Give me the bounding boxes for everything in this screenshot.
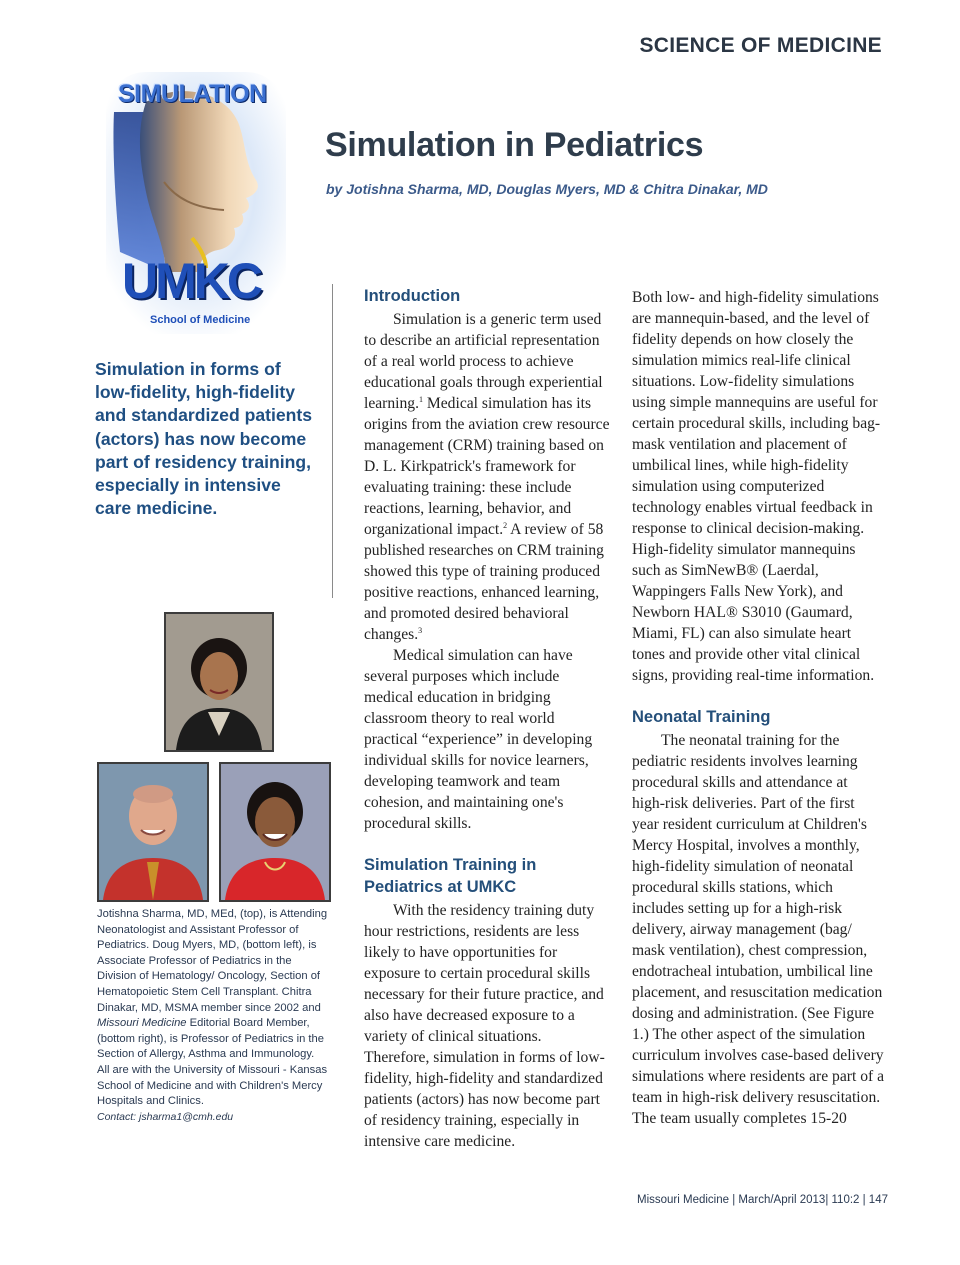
neonatal-paragraph-1: The neonatal training for the pediatric residents involves learning procedural skills and attendance at high-risk deliveries. Part of the first year resident curriculum at Children's Mercy Hospital, involves a monthly, high-fidelity simulation of neonatal procedural skills stations, which includes setting up for a high-risk delivery, airway management (bag/ mask ventilation), chest compression, endotracheal intubation, umbilical line placement, and resuscitation medication dosing and administration. (See Figure 1.) The other aspect of the simulation curriculum involves case-based delivery simulations where residents are part of a team in high-risk delivery resuscitation. The team usually completes 15-20 (632, 732, 885, 1127)
column-divider (332, 284, 333, 598)
heading-introduction: Introduction (364, 287, 461, 305)
author-photo-myers (97, 762, 209, 902)
section-label: SCIENCE OF MEDICINE (639, 34, 882, 57)
article-title: Simulation in Pediatrics (325, 126, 704, 164)
simulation-umkc-logo (106, 72, 286, 334)
intro-text-b: Medical simulation has its origins from the aviation crew resource management (CRM) training based on D. L. Kirkpatrick's framework for evaluating training: these include reactions, learning, behavior, and organizational impact. (364, 395, 610, 538)
caption-text-1: Jotishna Sharma, MD, MEd, (top), is Attending Neonatologist and Assistant Professor of Pediatrics. Doug Myers, MD, (bottom left), is Associate Professor of Pediatrics in the Division of Hematology/ Oncology, Section of Hematopoietic Stem Cell Transplant. Chitra Dinakar, MD, MSMA member since 2002 and (97, 908, 328, 1014)
caption-text-2: Editorial Board Member, (bottom right), is Professor of Pediatrics in the Section of Allergy, Asthma and Immunology. All are with the University of Missouri - Kansas School of Medicine and with Children's Mercy Hospitals and Clinics. (97, 1017, 328, 1108)
article-byline: by Jotishna Sharma, MD, Douglas Myers, MD & Chitra Dinakar, MD (326, 181, 768, 197)
logo-text-school: School of Medicine (150, 314, 251, 326)
author-photo-dinakar (219, 762, 331, 902)
intro-text-c: A review of 58 published researches on CRM training showed this type of training produced positive reactions, enhanced learning, and promoted desired behavioral changes. (364, 521, 604, 643)
reference-1: 1 (419, 395, 423, 404)
umkc-paragraph-1: With the residency training duty hour restrictions, residents are less likely to have opportunities for exposure to certain procedural skills necessary for their future practice, and also have decreased exposure to a variety of clinical situations. Therefore, simulation in forms of low-fidelity, high-fidelity and standardized patients (actors) has now become part of residency training, especially in intensive care medicine. (364, 902, 605, 1150)
intro-paragraph-2: Medical simulation can have several purposes which include medical education in bridging classroom theory to real world practical “experience” in developing individual skills for novice learners, developing teamwork and team cohesion, and maintaining one's procedural skills. (364, 647, 593, 832)
fidelity-paragraph: Both low- and high-fidelity simulations are mannequin-based, and the level of fidelity depends on how closely the simulation mimics real-life clinical situations. Low-fidelity simulations using simple mannequins are useful for certain procedural skills, including bag-mask ventilation and placement of umbilical lines, while high-fidelity simulation using computerized technology enables virtual feedback in response to clinical decision-making. High-fidelity simulator mannequins such as SimNewB® (Laerdal, Wappingers Falls New York), and Newborn HAL® S3010 (Gaumard, Miami, FL) can also simulate heart tones and provide other vital clinical signs, providing real-time information. (632, 289, 881, 684)
logo-text-simulation: SIMULATION (118, 80, 267, 108)
caption-journal-name: Missouri Medicine (97, 1017, 187, 1030)
article-column-2 (632, 287, 884, 1129)
page-footer: Missouri Medicine | March/April 2013| 110:2 | 147 (636, 1194, 888, 1206)
intro-text-a: Simulation is a generic term used to describe an artificial representation of a real world process to achieve educational goals through experiential learning. (364, 311, 603, 412)
author-photo-sharma (164, 612, 274, 752)
article-column-1 (364, 285, 610, 1152)
reference-3: 3 (418, 626, 423, 635)
pull-quote: Simulation in forms of low-fidelity, high-fidelity and standardized patients (actors) has now become part of residency training, especially in intensive care medicine. (95, 359, 313, 519)
heading-neonatal-training: Neonatal Training (632, 708, 771, 726)
intro-paragraph-1 (364, 309, 610, 645)
caption-contact: Contact: jsharma1@cmh.edu (97, 1110, 234, 1123)
reference-2: 2 (503, 521, 508, 530)
author-caption (97, 907, 329, 1125)
logo-text-umkc: UMKC (122, 253, 260, 309)
heading-simulation-training: Simulation Training in Pediatrics at UMKC (364, 856, 537, 896)
